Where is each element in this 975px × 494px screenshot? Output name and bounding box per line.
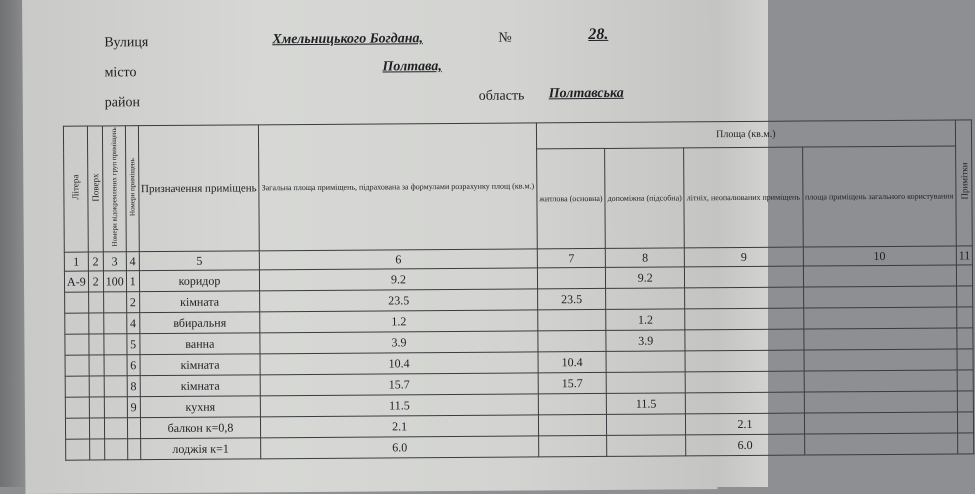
cell-nomer: [127, 418, 140, 439]
cell-poverkh: 2: [88, 271, 103, 292]
cell-litni: 2.1: [686, 413, 804, 435]
col-header-litera: Літера: [63, 126, 88, 252]
document-page: [22, 0, 971, 494]
cell-litni: [685, 287, 803, 309]
cell-total: 23.5: [260, 289, 538, 312]
col-header-auxiliary: допоміжна (підсобна): [605, 148, 685, 249]
cell-total: 2.1: [261, 415, 539, 438]
col-header-total: Загальна площа приміщень, підрахована за формулами розрахунку площ (кв.м.): [259, 123, 537, 251]
cell-prym: [957, 433, 974, 454]
cell-litera: [65, 355, 89, 376]
region-label: область: [478, 88, 525, 104]
cell-group: [103, 292, 126, 313]
cell-poverkh: [89, 418, 104, 439]
cell-zag: [804, 412, 957, 434]
cell-poverkh: [88, 313, 103, 334]
city-label: місто: [104, 65, 137, 81]
cell-zag: [803, 307, 956, 329]
col-number: 10: [803, 246, 956, 266]
cell-zhytlova: 23.5: [537, 288, 605, 309]
col-header-purpose: Призначення приміщень: [138, 125, 259, 252]
cell-name: кімната: [140, 375, 261, 397]
col-number: 5: [139, 251, 260, 271]
cell-total: 15.7: [260, 373, 538, 396]
cell-litni: 6.0: [686, 434, 804, 456]
cell-nomer: 9: [127, 397, 140, 418]
city-value: Полтава,: [382, 59, 442, 75]
cell-dopomizhna: 11.5: [606, 393, 685, 415]
cell-prym: [957, 412, 974, 433]
cell-nomer: 8: [127, 376, 140, 397]
cell-litni: [685, 350, 803, 372]
cell-group: [104, 397, 127, 418]
col-header-nomer: Номери приміщень: [125, 126, 139, 252]
cell-zag: [803, 328, 956, 350]
cell-prym: [957, 391, 974, 412]
cell-prym: [956, 286, 973, 307]
cell-dopomizhna: [606, 288, 685, 310]
cell-poverkh: [89, 439, 104, 460]
col-header-notes: Примітки: [955, 120, 972, 246]
cell-litera: [66, 439, 90, 460]
cell-litera: [65, 292, 89, 313]
col-header-living: житлова (основна): [536, 148, 605, 248]
cell-total: 1.2: [260, 310, 538, 333]
cell-poverkh: [89, 397, 104, 418]
cell-group: [104, 439, 127, 460]
cell-name: коридор: [139, 270, 260, 292]
cell-zhytlova: [538, 330, 606, 351]
cell-dopomizhna: [607, 435, 686, 457]
cell-nomer: 1: [126, 271, 139, 292]
cell-dopomizhna: [607, 414, 686, 436]
cell-group: [104, 418, 127, 439]
cell-litera: [65, 313, 89, 334]
col-header-poverkh: Поверх: [87, 126, 103, 252]
cell-prym: [957, 307, 974, 328]
cell-zag: [804, 433, 957, 455]
cell-total: 3.9: [260, 331, 538, 354]
col-number: 9: [685, 247, 803, 267]
cell-total: 11.5: [261, 394, 539, 417]
col-header-area: Площа (кв.м.): [536, 120, 955, 149]
table-body: [64, 265, 974, 460]
cell-group: 100: [103, 271, 126, 292]
street-value: Хмельницького Богдана,: [272, 31, 424, 48]
cell-litera: [65, 397, 89, 418]
cell-prym: [957, 370, 974, 391]
cell-zag: [804, 370, 957, 392]
col-number: 11: [956, 246, 973, 265]
cell-dopomizhna: 9.2: [606, 267, 685, 289]
cell-nomer: 5: [127, 334, 140, 355]
cell-group: [104, 376, 127, 397]
cell-litni: [685, 371, 803, 393]
cell-zhytlova: [538, 309, 606, 330]
region-value: Полтавська: [548, 85, 624, 102]
col-number: 2: [88, 252, 103, 271]
cell-name: кімната: [139, 291, 260, 313]
number-label: №: [498, 30, 512, 46]
cell-litni: [685, 329, 803, 351]
cell-dopomizhna: 1.2: [606, 309, 685, 331]
cell-prym: [957, 349, 974, 370]
cell-nomer: 2: [126, 292, 139, 313]
cell-total: 9.2: [260, 268, 538, 291]
col-header-common: площа приміщень загального користування: [802, 146, 956, 247]
cell-litera: [65, 334, 89, 355]
cell-litera: [65, 376, 89, 397]
col-number: 8: [605, 248, 684, 268]
cell-zhytlova: [538, 414, 606, 435]
cell-zag: [803, 265, 956, 287]
col-number: 7: [537, 248, 605, 267]
cell-zag: [804, 349, 957, 371]
cell-group: [104, 355, 127, 376]
cell-group: [104, 334, 127, 355]
col-number: 3: [103, 252, 126, 271]
cell-dopomizhna: 3.9: [606, 330, 685, 352]
cell-poverkh: [89, 334, 104, 355]
cell-name: кухня: [140, 396, 261, 418]
cell-nomer: 6: [127, 355, 140, 376]
cell-poverkh: [89, 376, 104, 397]
cell-name: балкон к=0,8: [140, 417, 261, 439]
cell-poverkh: [88, 292, 103, 313]
cell-name: вбиральня: [139, 312, 260, 334]
cell-litni: [686, 392, 804, 414]
cell-dopomizhna: [606, 372, 685, 394]
cell-name: лоджія к=1: [140, 438, 261, 460]
cell-zhytlova: [537, 267, 605, 288]
rooms-table: [63, 119, 975, 460]
col-number: 6: [260, 249, 538, 270]
cell-zag: [804, 391, 957, 413]
street-label: Вулиця: [104, 35, 149, 51]
col-number: 4: [126, 252, 139, 271]
cell-nomer: [127, 439, 140, 460]
cell-zhytlova: [538, 435, 606, 456]
cell-group: [103, 313, 126, 334]
cell-total: 6.0: [261, 436, 539, 459]
cell-total: 10.4: [260, 352, 538, 375]
cell-prym: [957, 328, 974, 349]
cell-zag: [803, 286, 956, 308]
number-value: 28.: [588, 25, 609, 44]
cell-dopomizhna: [606, 351, 685, 373]
cell-nomer: 4: [126, 313, 139, 334]
cell-zhytlova: [538, 393, 606, 414]
cell-prym: [956, 265, 973, 286]
cell-litera: [65, 418, 89, 439]
cell-name: ванна: [140, 333, 261, 355]
cell-zhytlova: 10.4: [538, 351, 606, 372]
col-header-group: Номери відокремлених груп приміщень: [102, 126, 126, 252]
cell-litni: [685, 308, 803, 330]
cell-litera: А-9: [64, 271, 88, 292]
col-header-summer: літніх, неопалюваних приміщень: [684, 147, 803, 248]
cell-zhytlova: 15.7: [538, 372, 606, 393]
cell-name: кімната: [140, 354, 261, 376]
col-number: 1: [64, 252, 88, 271]
district-label: район: [104, 95, 141, 111]
cell-litni: [685, 266, 803, 288]
cell-poverkh: [89, 355, 104, 376]
